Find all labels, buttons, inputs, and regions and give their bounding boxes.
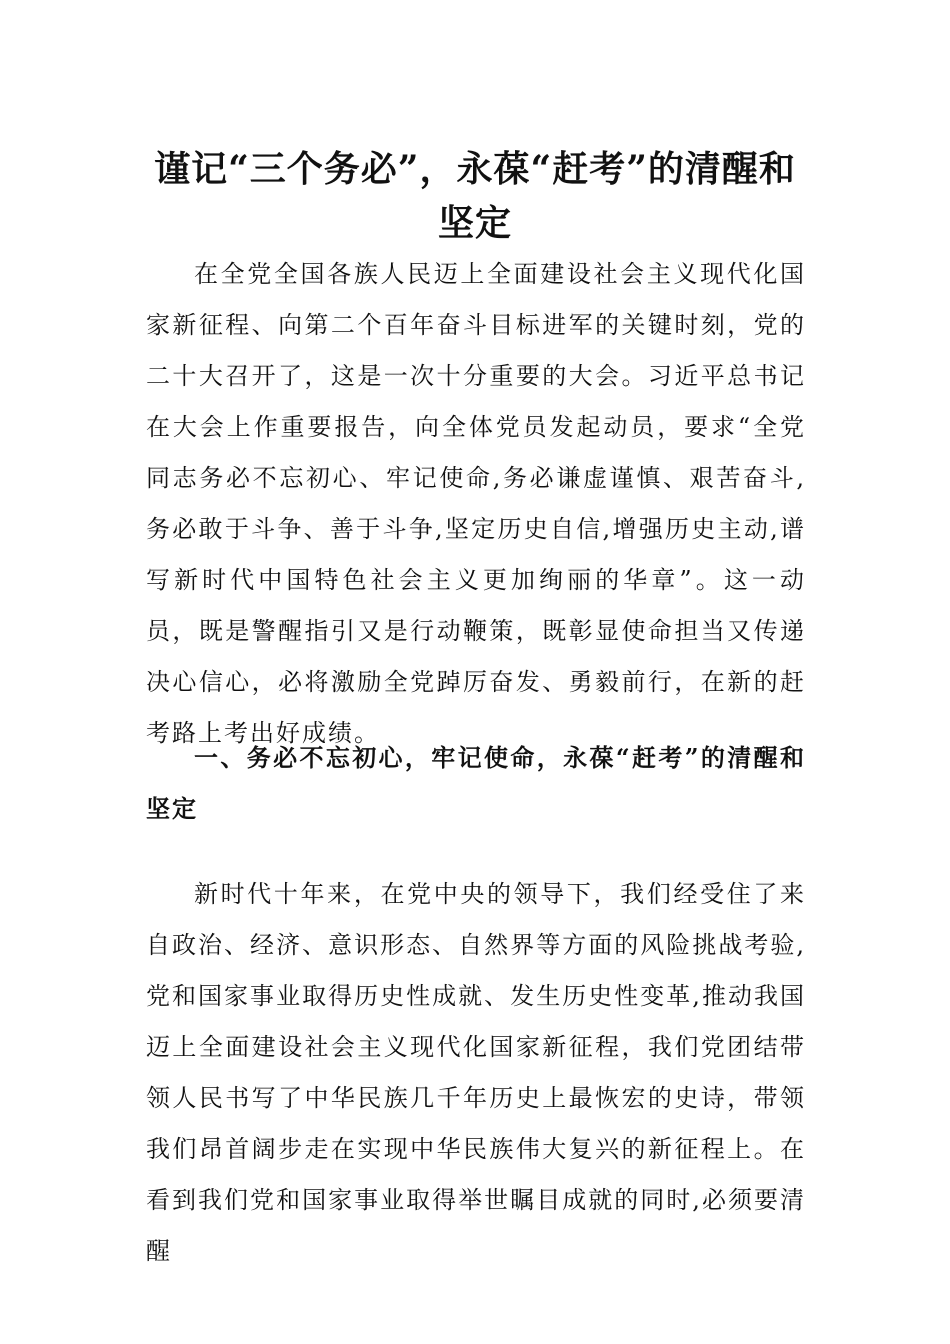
document-title: 谨记“三个务必”，永葆“赶考”的清醒和坚定 <box>154 148 796 245</box>
section-heading-1: 一、务必不忘初心，牢记使命，永葆“赶考”的清醒和坚定 <box>146 743 806 823</box>
section-1-paragraph: 新时代十年来，在党中央的领导下，我们经受住了来自政治、经济、意识形态、自然界等方面的风险挑战考验,党和国家事业取得历史性成就、发生历史性变革,推动我国迈上全面建设社会主义现代化国家新征程，我们党团结带领人民书写了中华民族几千年历史上最恢宏的史诗，带领我们昂首阔步走在实现中华民族伟大复兴的新征程上。在看到我们党和国家事业取得举世瞩目成就的同时,必须要清醒 <box>146 880 806 1265</box>
intro-paragraph: 在全党全国各族人民迈上全面建设社会主义现代化国家新征程、向第二个百年奋斗目标进军的关键时刻，党的二十大召开了，这是一次十分重要的大会。习近平总书记在大会上作重要报告，向全体党员发起动员，要求“全党同志务必不忘初心、牢记使命,务必谦虚谨慎、艰苦奋斗,务必敢于斗争、善于斗争,坚定历史自信,增强历史主动,谱写新时代中国特色社会主义更加绚丽的华章”。这一动员，既是警醒指引又是行动鞭策，既彰显使命担当又传递决心信心，必将激励全党踔厉奋发、勇毅前行，在新的赶考路上考出好成绩。 <box>146 260 806 747</box>
